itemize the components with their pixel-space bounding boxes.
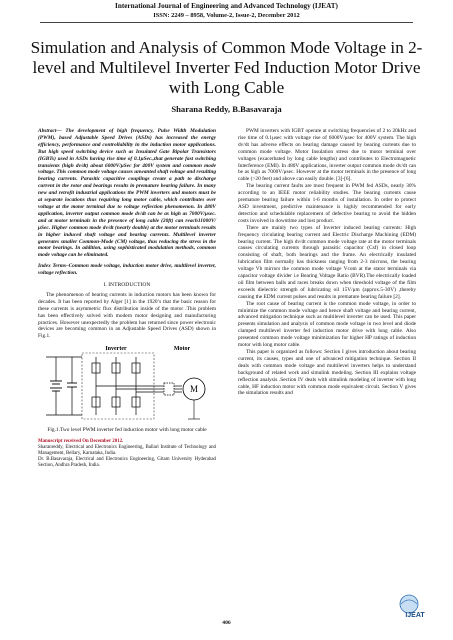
journal-header (0, 2, 453, 20)
abstract: Abstract— The development of high frequency, Pulse Width Modulation (PWM), based Adjustable Speed Drives (ASDs) has increased the energy efficiency, performance and controllability in the induction motor applications. But high speed switching device such as Insulated Gate Bipolar Transistors (IGBTs) used in ASDs having rise time of 0.1μSec.,that generate fast switching transients (high dv/dt) about 6000V/μSec for 400V system and common mode voltage. This common mode voltage causes unwanted shaft voltage and resulting bearing currents. Parasitic capacitive couplings create a path to discharge current in the rotor and bearings results in premature bearing failure. In many new and retrofit industrial applications the PWM inverters and motors must be at separate locations thus requiring long motor cable, which contributes over voltage at the motor terminal due to voltage reflection phenomenon. In 480V application, inverter output common mode dv/dt can be as high as 7000V/μsec. and at motor terminals in the presence of long cable (20ft) can reach11000V/μSec. Higher common mode dv/dt (nearly double) at the motor terminals results in higher induced shaft voltage and bearing currents. Multilevel inverter generates smaller Common-Mode (CM) voltage, thus reducing the stress in the motor bearings. In addition, using sophisticated modulation methods, common mode voltage can be eliminated. (38, 128, 216, 259)
journal-name: International Journal of Engineering and Advanced Technology (IJEAT) (115, 2, 338, 10)
header-rule (40, 22, 413, 23)
inverter-legs (92, 357, 154, 415)
paragraph-bearing-faults: The bearing current faults are most frequent in PWM fed ASDs, nearly 30% according to an IEEE motor reliability studies. The bearing currents cause premature bearing failure within 1-6 months of installation. In order to protect ASD investment, predictive maintenance is highly recommended for early detection and schedulable replacement of defective bearing to avoid the hidden costs involved in downtime and lost product. (238, 183, 416, 224)
index-terms: Index Terms–Common mode voltage, induction motor drive, multilevel inverter, voltage reflection. (38, 263, 216, 277)
figure-1-caption: Fig.1.Two level PWM inverter fed induction motor with long motor cable (47, 427, 207, 434)
left-column (38, 128, 216, 469)
right-column (238, 128, 416, 397)
manuscript-footnote (38, 439, 216, 469)
author-1-affiliation: Sharanreddy, Electrical and Electronics Engineering, Ballari Institute of Technology and Management, Bellary, Karnataka, India. (38, 444, 216, 456)
ijeat-logo (395, 592, 431, 620)
logo-text: IJEAT (405, 612, 425, 619)
section-heading-introduction: I. INTRODUCTION (103, 282, 151, 289)
inverter-label: Inverter (105, 346, 127, 353)
page-number: 406 (222, 620, 231, 626)
motor-cable (154, 383, 182, 395)
paper-authors: Sharana Reddy, B.Basavaraja (171, 104, 282, 114)
paragraph-root-cause: The root cause of bearing current is the common mode voltage, in order to minimize the common mode voltage and hence shaft voltage and bearing current, advanced mitigation technique such as multilevel inverter can be used. This paper presents simulation and analysis of common mode voltage in two level and diode clamped multilevel inverter fed induction motor drive with long cable. Also presented common mode voltage minimization for higher HP ratings of induction motor with long motor cable. (238, 300, 416, 349)
manuscript-received: Manuscript received On December 2012. (38, 438, 124, 444)
figure-1-circuit (42, 343, 212, 425)
svg-text:M: M (189, 384, 199, 395)
inverter-circuit-diagram (42, 343, 212, 425)
paragraph-organization: This paper is organized as follows: Section I gives introduction about bearing current, its causes, types and one of advanced mitigation technique. Section II deals with common mode voltage and multilevel inverters helps to understand background of related work and simulink modeling. Section III explains voltage reflection analysis .Section IV deals with simulink modeling of inverter with long cable, HF induction motor with common mode equivalent circuit. Section V gives the simulation results and (238, 349, 416, 397)
journal-issn: ISSN: 2249 – 8958, Volume-2, Issue-2, December 2012 (153, 12, 300, 19)
paper-title: Simulation and Analysis of Common Mode Voltage in 2-level and Multilevel Inverter Fed Induction Motor Drive with Long Cable (30, 38, 423, 97)
paragraph-bearing-types: There are mainly two types of Inverter induced bearing currents: High frequency circulating bearing current and Electric Discharge Machining (EDM) bearing current. The high dv/dt common mode voltage rate at the motor terminals causes circulating currents through parasitic capacitor (Csf) in closed loop consisting of shaft, both bearings and the frame. An electrically insulated lubrication film normally has thickness ranging from 2-3 microns, the bearing voltage Vb mirrors the common mode voltage Vcom at the stator terminals via capacitor voltage divider i.e Bearing Voltage Ratio (BVR).The electrically loaded oil film between balls and races breaks down when threshold voltage of the film exceeds dielectric strength of lubricating oil 15V/μm (approx.5-30V) ,thereby causing the EDM current pulses and results in premature bearing failure [2]. (238, 224, 416, 300)
paragraph-pwm-inverters: PWM inverters with IGBT operate at switching frequencies of 2 to 20kHz and rise time of 0.1μsec with voltage rise of 6000V/μsec for 400V system. The high dv/dt has adverse effects on bearing damage caused by bearing currents due to common mode voltage. Motor Insulation stress due to motor terminal over voltages (exacerbated by long cable lengths) and contributes to Electromagnetic Interference (EMI). In 480V applications, inverter output common mode dv/dt can be as high as 7000V/μsec. However at the motor terminals in the presence of long cable (>20 feet) and above can easily double. [3]-[6]. (238, 128, 416, 183)
intro-paragraph: The phenomenon of bearing currents in induction motors has been known for decades. It has been reported by Alger [1] in the 1920’s that the basic reason for these currents is asymmetric flux distribution inside of the motor .This problem has been effectively solved with modern motor designing and manufacturing practices. However unexpectedly the problem has returned since power electronic devices are becoming common in an Adjustable Speed Drives (ASD) shown in Fig.1. (38, 291, 216, 340)
author-2-affiliation: Dr. B.Basavaraja, Electrical and Electronics Engineering, Gitam University Hyderabad Section, Andhra Pradesh, India. (38, 456, 216, 468)
motor-label: Motor (173, 346, 191, 353)
